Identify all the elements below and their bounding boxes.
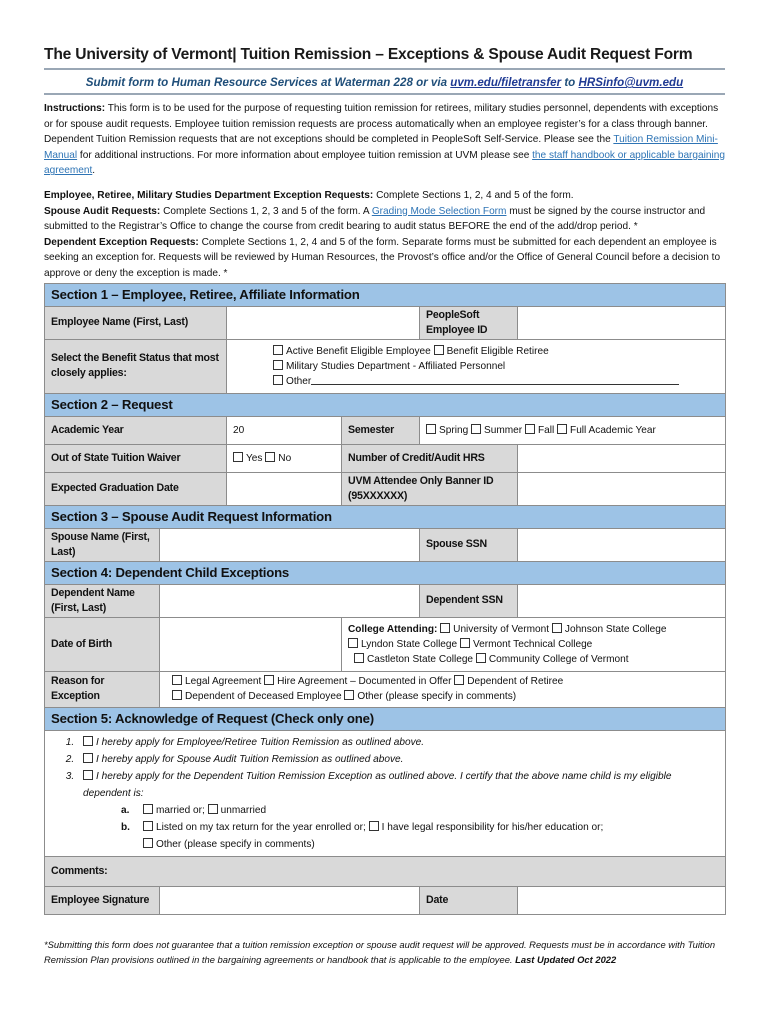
dependent-name-field[interactable] — [160, 584, 420, 617]
spouse-name-field[interactable] — [160, 528, 420, 561]
filetransfer-link[interactable]: uvm.edu/filetransfer — [450, 76, 562, 89]
legal-responsibility-checkbox[interactable] — [369, 821, 379, 831]
dependent-request-line — [44, 235, 725, 282]
military-studies-checkbox[interactable] — [273, 360, 283, 370]
ack-2-checkbox[interactable] — [83, 753, 93, 763]
peoplesoft-id-field[interactable] — [518, 306, 726, 339]
section-3-heading: Section 3 – Spouse Audit Request Information — [45, 505, 726, 528]
vtc-checkbox[interactable] — [460, 638, 470, 648]
benefit-row-3 — [273, 374, 719, 389]
castleton-checkbox[interactable] — [354, 653, 364, 663]
legal-agreement-label: Legal Agreement — [185, 676, 262, 688]
eligible-retiree-checkbox[interactable] — [434, 345, 444, 355]
section-4-heading: Section 4: Dependent Child Exceptions — [45, 561, 726, 584]
acknowledgement-list — [49, 734, 719, 853]
reason-options — [160, 671, 726, 707]
date-label: Date — [420, 886, 518, 914]
married-label: married or; — [156, 804, 205, 816]
other-status-checkbox[interactable] — [273, 375, 283, 385]
subtitle-mid: to — [561, 76, 579, 89]
credit-hours-label: Number of Credit/Audit HRS — [342, 444, 518, 472]
banner-id-label: UVM Attendee Only Banner ID (95XXXXXX) — [342, 472, 518, 505]
legal-agreement-checkbox[interactable] — [172, 675, 182, 685]
benefit-status-options — [227, 339, 726, 393]
sub-b-key: b. — [121, 821, 130, 833]
employee-name-field[interactable] — [227, 306, 420, 339]
uvm-checkbox[interactable] — [440, 623, 450, 633]
reason-other-label: Other (please specify in comments) — [357, 691, 517, 703]
instructions-text-1: This form is to be used for the purpose of requesting tuition remission for retirees, military studies personnel, dependents with exceptions or for spouse audit requests. Employee tuition remission requests are process automatically when an employee register’s for a class through banner. Dependent Tuition Remission requests that are not exceptions should be completed in PeopleSoft Self-Service. Please see the — [44, 103, 719, 146]
section-5-heading: Section 5: Acknowledge of Request (Check only one) — [45, 707, 726, 730]
section-1-heading: Section 1 – Employee, Retiree, Affiliate Information — [45, 283, 726, 306]
dob-field[interactable] — [160, 617, 342, 671]
ack-1-text: I hereby apply for Employee/Retiree Tuition Remission as outlined above. — [96, 736, 425, 748]
fall-label: Fall — [537, 424, 555, 436]
instructions-label: Instructions: — [44, 103, 106, 114]
ack-item-2 — [77, 751, 719, 768]
footnote-text: *Submitting this form does not guarantee that a tuition remission exception or spouse audit request will be approved. Requests must be in accordance with Tuition Remission Plan provisions outlined in the bargaining agreements or handbook that is applicable to the employee. — [44, 939, 716, 965]
ack-item-1 — [77, 734, 719, 751]
dependent-name-label: Dependent Name (First, Last) — [45, 584, 160, 617]
spring-checkbox[interactable] — [426, 424, 436, 434]
unmarried-checkbox[interactable] — [208, 804, 218, 814]
academic-year-field[interactable]: 20 — [227, 416, 342, 444]
college-row-1 — [348, 622, 719, 637]
semester-options — [420, 416, 726, 444]
lyndon-label: Lyndon State College — [361, 638, 458, 650]
banner-id-field[interactable] — [518, 472, 726, 505]
other-status-label: Other — [286, 375, 312, 387]
credit-hours-field[interactable] — [518, 444, 726, 472]
summer-checkbox[interactable] — [471, 424, 481, 434]
instructions-text-3: . — [92, 165, 96, 177]
married-checkbox[interactable] — [143, 804, 153, 814]
waiver-no-label: No — [278, 452, 292, 464]
graduation-date-label: Expected Graduation Date — [45, 472, 227, 505]
full-year-checkbox[interactable] — [557, 424, 567, 434]
spouse-ssn-field[interactable] — [518, 528, 726, 561]
comments-label: Comments: — [45, 856, 726, 886]
spouse-name-label: Spouse Name (First, Last) — [45, 528, 160, 561]
college-row-3 — [348, 652, 719, 667]
castleton-label: Castleton State College — [367, 653, 474, 665]
section-2-heading: Section 2 – Request — [45, 393, 726, 416]
johnson-label: Johnson State College — [564, 623, 667, 635]
dependent-retiree-label: Dependent of Retiree — [467, 676, 564, 688]
legal-responsibility-label: I have legal responsibility for his/her education or; — [381, 821, 604, 833]
date-field[interactable] — [518, 886, 726, 914]
employee-request-text: Complete Sections 1, 2, 4 and 5 of the form. — [373, 189, 574, 201]
fall-checkbox[interactable] — [525, 424, 535, 434]
spouse-request-text-2: must be signed by the course instructor and submitted to the Registrar’s Office to change the course from credit bearing to audit status BEFORE the end of the add/drop period. * — [44, 205, 706, 233]
dependent-ssn-field[interactable] — [518, 584, 726, 617]
hire-agreement-label: Hire Agreement – Documented in Offer — [277, 676, 452, 688]
deceased-employee-label: Dependent of Deceased Employee — [185, 691, 342, 703]
hire-agreement-checkbox[interactable] — [264, 675, 274, 685]
lyndon-checkbox[interactable] — [348, 638, 358, 648]
dependent-retiree-checkbox[interactable] — [454, 675, 464, 685]
tax-return-checkbox[interactable] — [143, 821, 153, 831]
spouse-request-text-1: Complete Sections 1, 2, 3 and 5 of the form. A — [160, 205, 372, 217]
college-options — [342, 617, 726, 671]
vtc-label: Vermont Technical College — [472, 638, 593, 650]
ack-1-checkbox[interactable] — [83, 736, 93, 746]
dependent-ssn-label: Dependent SSN — [420, 584, 518, 617]
ack-other-checkbox[interactable] — [143, 838, 153, 848]
benefit-row-2 — [273, 359, 719, 374]
page-title: The University of Vermont| Tuition Remission – Exceptions & Spouse Audit Request Form — [44, 46, 693, 63]
peoplesoft-id-label: PeopleSoft Employee ID — [420, 306, 518, 339]
waiver-yes-label: Yes — [246, 452, 263, 464]
ack-3-text: I hereby apply for the Dependent Tuition Remission Exception as outlined above. I certify that the above name child is my eligible dependent is: — [83, 770, 672, 799]
waiver-yes-checkbox[interactable] — [233, 452, 243, 462]
instructions-text-2: for additional instructions. For more information about employee tuition remission at UVM please see — [77, 149, 533, 161]
last-updated: Last Updated Oct 2022 — [515, 953, 617, 965]
employee-request-line — [44, 188, 725, 204]
signature-label: Employee Signature — [45, 886, 160, 914]
employee-request-label: Employee, Retiree, Military Studies Department Exception Requests: — [44, 189, 374, 201]
sub-a-key: a. — [121, 804, 130, 816]
mini-manual-link[interactable]: Tuition Remission Mini-Manual — [44, 134, 718, 161]
signature-field[interactable] — [160, 886, 420, 914]
submission-instructions — [44, 76, 725, 89]
ack-3-checkbox[interactable] — [83, 770, 93, 780]
reason-other-checkbox[interactable] — [344, 690, 354, 700]
tax-return-label: Listed on my tax return for the year enrolled or; — [156, 821, 366, 833]
uvm-label: University of Vermont — [453, 623, 550, 635]
benefit-status-label: Select the Benefit Status that most closely applies: — [45, 339, 227, 393]
subtitle-prefix: Submit form to Human Resource Services at Waterman 228 or via — [85, 76, 451, 89]
hrs-email-link[interactable]: HRSinfo@uvm.edu — [578, 76, 684, 89]
form-page — [44, 46, 725, 915]
summer-label: Summer — [484, 424, 523, 436]
academic-year-label: Academic Year — [45, 416, 227, 444]
johnson-checkbox[interactable] — [552, 623, 562, 633]
reason-label: Reason for Exception — [45, 671, 160, 707]
military-studies-label: Military Studies Department - Affiliated Personnel — [286, 360, 506, 372]
ack-2-text: I hereby apply for Spouse Audit Tuition Remission as outlined above. — [96, 753, 404, 765]
request-form-table — [44, 283, 726, 915]
dob-label: Date of Birth — [45, 617, 160, 671]
instructions-paragraph — [44, 101, 725, 179]
full-year-label: Full Academic Year — [570, 424, 656, 436]
ccv-label: Community College of Vermont — [488, 653, 629, 665]
other-status-line[interactable] — [311, 375, 679, 385]
grading-mode-form-link[interactable]: Grading Mode Selection Form — [371, 205, 507, 217]
spouse-request-label: Spouse Audit Requests: — [44, 205, 161, 217]
ack-other-label: Other (please specify in comments) — [156, 838, 315, 850]
subtitle-divider — [44, 93, 725, 95]
ack-item-3 — [77, 768, 719, 853]
benefit-row-1 — [273, 344, 719, 359]
waiver-label: Out of State Tuition Waiver — [45, 444, 227, 472]
spacer — [44, 179, 725, 188]
semester-label: Semester — [342, 416, 420, 444]
ccv-checkbox[interactable] — [476, 653, 486, 663]
active-employee-label: Active Benefit Eligible Employee — [286, 345, 431, 357]
active-employee-checkbox[interactable] — [273, 345, 283, 355]
graduation-date-field[interactable] — [227, 472, 342, 505]
dependent-request-text: Complete Sections 1, 2, 4 and 5 of the form. Separate forms must be submitted for each dependent an employee is seeking an exception for. Requests will be reviewed by Human Resources, the Provost’s office and/or the Office of General Council before a decision to approve or deny the exception is made. * — [44, 236, 721, 279]
reason-row-1 — [172, 674, 719, 689]
spouse-request-line — [44, 204, 725, 235]
acknowledgement-block — [45, 730, 726, 856]
employee-name-label: Employee Name (First, Last) — [45, 306, 227, 339]
footnote — [44, 938, 725, 967]
college-attending-label: College Attending: — [348, 623, 438, 635]
eligible-retiree-label: Benefit Eligible Retiree — [446, 345, 549, 357]
spring-label: Spring — [439, 424, 469, 436]
unmarried-label: unmarried — [220, 804, 267, 816]
college-row-2 — [348, 637, 719, 652]
request-types-paragraph — [44, 188, 725, 282]
waiver-no-checkbox[interactable] — [265, 452, 275, 462]
title-divider — [44, 68, 725, 70]
dependent-request-label: Dependent Exception Requests: — [44, 236, 199, 248]
ack-sub-a — [83, 802, 719, 819]
ack-sub-other — [83, 836, 719, 853]
ack-sub-b — [83, 819, 719, 836]
waiver-options — [227, 444, 342, 472]
spouse-ssn-label: Spouse SSN — [420, 528, 518, 561]
staff-handbook-link[interactable]: the staff handbook or applicable bargaining agreement — [44, 149, 725, 177]
reason-row-2 — [172, 689, 719, 704]
deceased-employee-checkbox[interactable] — [172, 690, 182, 700]
